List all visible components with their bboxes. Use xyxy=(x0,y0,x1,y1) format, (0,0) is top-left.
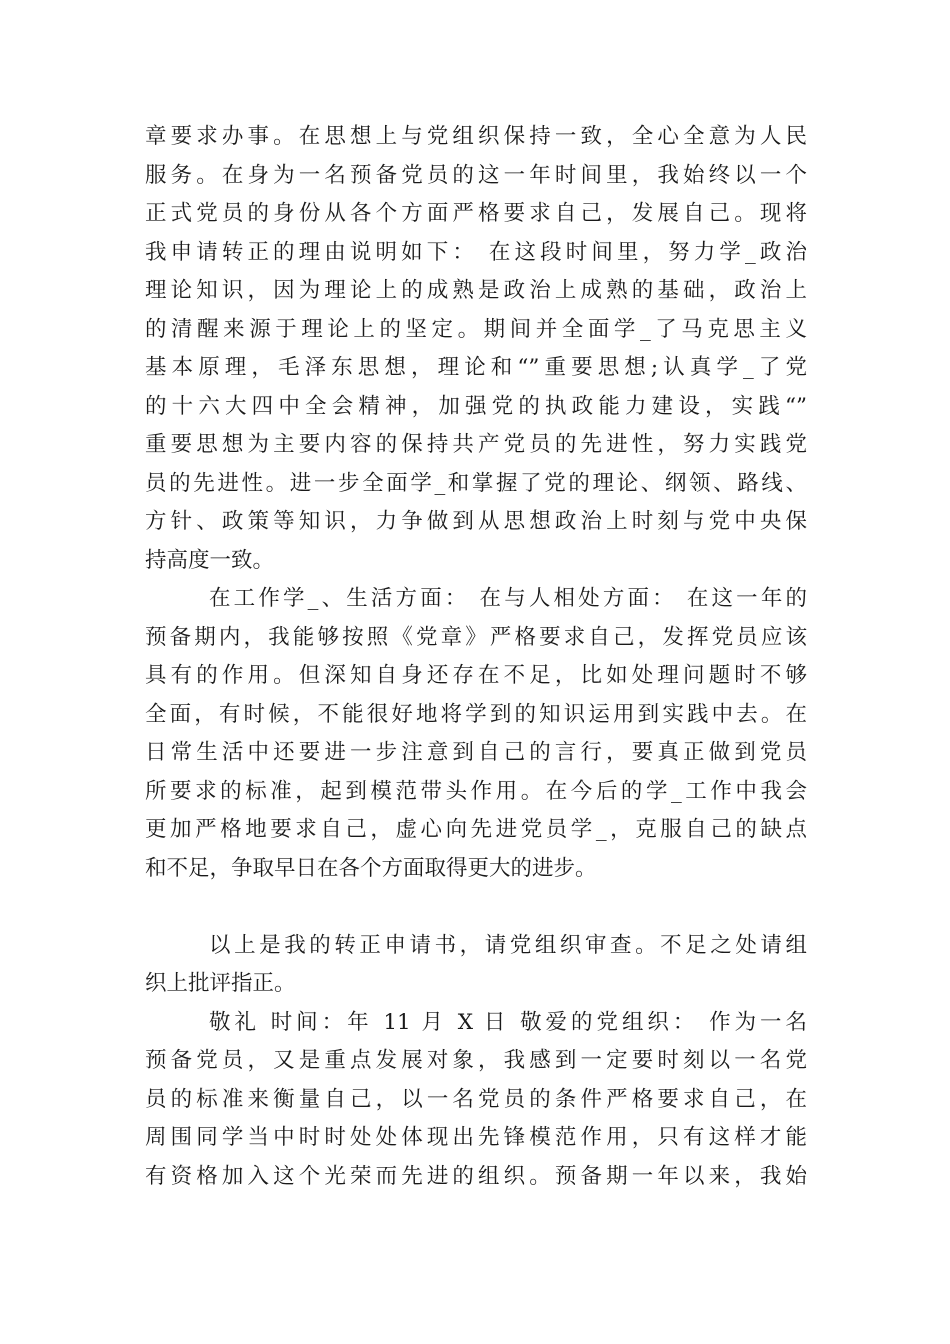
text-line: 预备党员，又是重点发展对象，我感到一定要时刻以一名党 xyxy=(145,1048,807,1073)
text-line: 预备期内，我能够按照《党章》严格要求自己，发挥党员应该 xyxy=(145,624,807,650)
text-line: 基本原理，毛泽东思想，理论和“”重要思想;认真学_了党 xyxy=(145,355,807,380)
text-line: 在工作学_、生活方面： 在与人相处方面： 在这一年的 xyxy=(209,586,807,611)
text-line: 更加严格地要求自己，虚心向先进党员学_，克服自己的缺点 xyxy=(145,817,807,842)
text-line: 持高度一致。 xyxy=(145,547,275,573)
text-line: 敬礼 时间：年 11 月 X 日 敬爱的党组织： 作为一名 xyxy=(209,1009,807,1035)
text-line: 织上批评指正。 xyxy=(145,971,296,996)
paragraph-theory-study xyxy=(145,118,807,580)
text-line: 员的标准来衡量自己，以一名党员的条件严格要求自己，在 xyxy=(145,1086,807,1112)
text-line: 所要求的标准，起到模范带头作用。在今后的学_工作中我会 xyxy=(145,778,807,804)
paragraph-spacer xyxy=(145,888,807,927)
text-line: 理论知识，因为理论上的成熟是政治上成熟的基础，政治上 xyxy=(145,278,807,303)
paragraph-work-life xyxy=(145,580,807,888)
text-line: 方针、政策等知识，力争做到从思想政治上时刻与党中央保 xyxy=(145,509,807,534)
text-line: 我申请转正的理由说明如下： 在这段时间里，努力学_政治 xyxy=(145,239,807,265)
text-line: 章要求办事。在思想上与党组织保持一致，全心全意为人民 xyxy=(145,124,807,149)
text-line: 的十六大四中全会精神，加强党的执政能力建设，实践“” xyxy=(145,393,807,419)
text-line: 具有的作用。但深知自身还存在不足，比如处理问题时不够 xyxy=(145,663,807,688)
text-line: 正式党员的身份从各个方面严格要求自己，发展自己。现将 xyxy=(145,201,807,226)
text-line: 服务。在身为一名预备党员的这一年时间里，我始终以一个 xyxy=(145,162,807,188)
document-body xyxy=(145,118,807,1196)
text-line: 员的先进性。进一步全面学_和掌握了党的理论、纲领、路线、 xyxy=(145,470,807,496)
text-line: 日常生活中还要进一步注意到自己的言行，要真正做到党员 xyxy=(145,740,807,765)
paragraph-closing-request xyxy=(145,927,807,1004)
text-line: 以上是我的转正申请书，请党组织审查。不足之处请组 xyxy=(209,932,807,958)
text-line: 有资格加入这个光荣而先进的组织。预备期一年以来，我始 xyxy=(145,1163,807,1189)
text-line: 和不足，争取早日在各个方面取得更大的进步。 xyxy=(145,855,597,881)
text-line: 全面，有时候，不能很好地将学到的知识运用到实践中去。在 xyxy=(145,701,807,727)
text-line: 重要思想为主要内容的保持共产党员的先进性，努力实践党 xyxy=(145,432,807,457)
paragraph-salutation xyxy=(145,1004,807,1197)
text-line: 的清醒来源于理论上的坚定。期间并全面学_了马克思主义 xyxy=(145,316,807,342)
text-line: 周围同学当中时时处处体现出先锋模范作用，只有这样才能 xyxy=(145,1125,807,1150)
